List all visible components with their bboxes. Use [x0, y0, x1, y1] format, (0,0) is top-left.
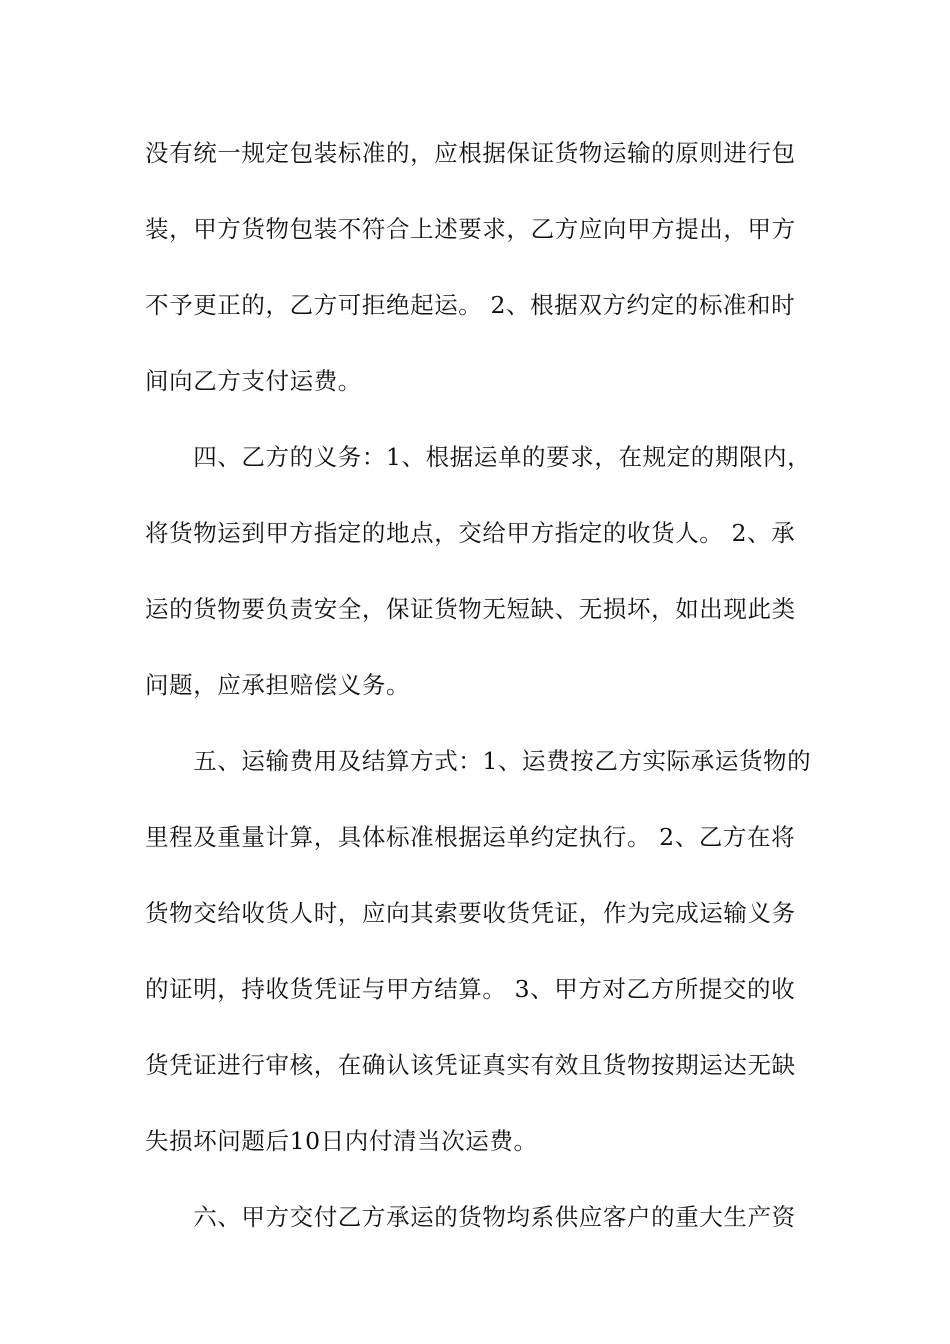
text-line: 货物交给收货人时，应向其索要收货凭证，作为完成运输义务 — [145, 899, 796, 927]
text-line: 货凭证进行审核，在确认该凭证真实有效且货物按期运达无缺 — [145, 1051, 796, 1079]
text-line: 的证明，持收货凭证与甲方结算。 3、甲方对乙方所提交的收 — [145, 975, 796, 1003]
text-line: 将货物运到甲方指定的地点，交给甲方指定的收货人。 2、承 — [145, 519, 796, 547]
text-line: 四、乙方的义务：1、根据运单的要求，在规定的期限内， — [145, 443, 812, 471]
text-line: 五、运输费用及结算方式：1、运费按乙方实际承运货物的 — [145, 747, 812, 775]
text-line: 失损坏问题后10日内付清当次运费。 — [145, 1127, 538, 1155]
text-line: 没有统一规定包装标准的，应根据保证货物运输的原则进行包 — [145, 139, 796, 167]
text-line: 间向乙方支付运费。 — [145, 367, 362, 395]
text-line: 装，甲方货物包装不符合上述要求，乙方应向甲方提出，甲方 — [145, 215, 796, 243]
text-line: 运的货物要负责安全，保证货物无短缺、无损坏，如出现此类 — [145, 595, 796, 623]
text-line: 六、甲方交付乙方承运的货物均系供应客户的重大生产资 — [145, 1203, 796, 1231]
text-line: 不予更正的，乙方可拒绝起运。 2、根据双方约定的标准和时 — [145, 291, 796, 319]
contract-body-text — [145, 133, 810, 1273]
text-line: 里程及重量计算，具体标准根据运单约定执行。 2、乙方在将 — [145, 823, 796, 851]
text-line: 问题，应承担赔偿义务。 — [145, 671, 411, 699]
